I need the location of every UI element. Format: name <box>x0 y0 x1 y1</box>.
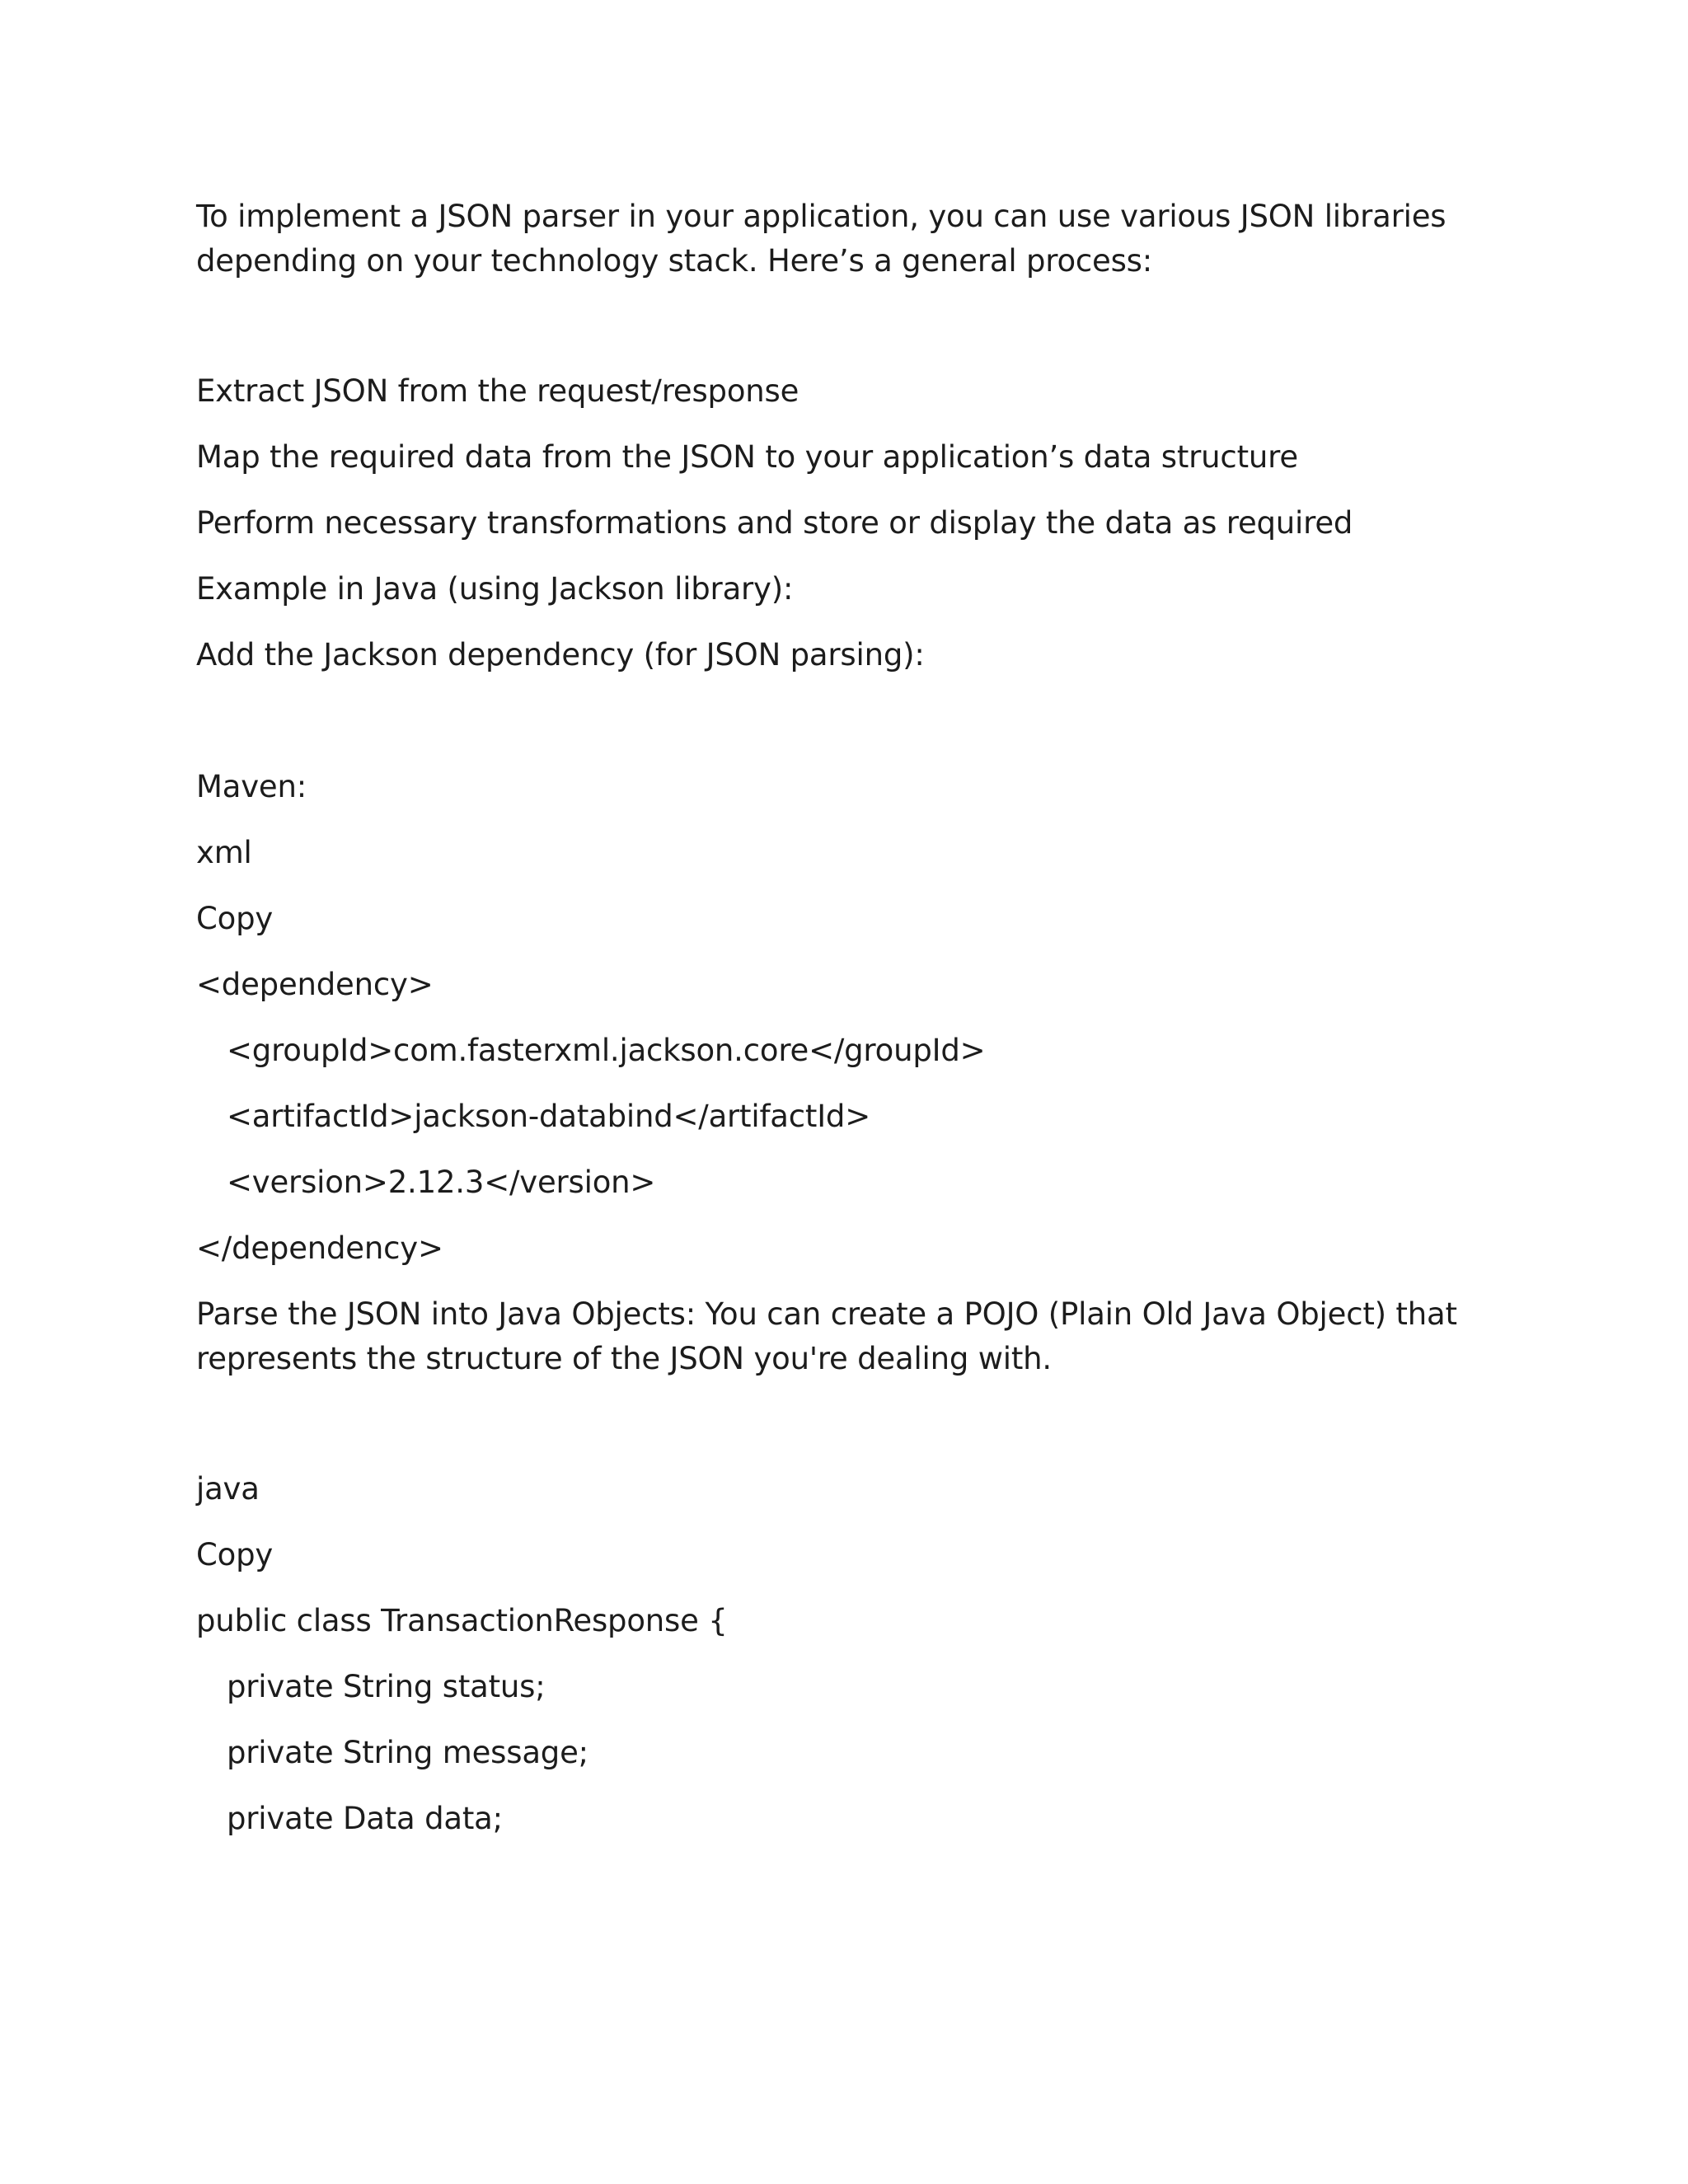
maven-label: Maven: <box>196 769 307 804</box>
step-map-data: Map the required data from the JSON to your application’s data structure <box>196 439 1298 475</box>
java-copy-link[interactable]: Copy <box>196 1537 274 1572</box>
xml-code-line: </dependency> <box>196 1230 443 1266</box>
intro-paragraph: To implement a JSON parser in your application, you can use various JSON libraries depending on your technology stack. Here’s a general process: <box>196 199 1447 279</box>
xml-code-line: <dependency> <box>196 967 434 1002</box>
example-heading: Example in Java (using Jackson library): <box>196 571 794 607</box>
xml-language-label: xml <box>196 835 252 870</box>
parse-paragraph: Parse the JSON into Java Objects: You can create a POJO (Plain Old Java Object) that represents the structure of the JSON you're dealing with. <box>196 1296 1457 1376</box>
java-code-line: public class TransactionResponse { <box>196 1603 728 1638</box>
java-language-label: java <box>196 1471 260 1507</box>
xml-code-line: <version>2.12.3</version> <box>227 1165 656 1200</box>
xml-copy-link[interactable]: Copy <box>196 901 274 936</box>
java-code-line: private Data data; <box>227 1801 503 1836</box>
step-transform-store: Perform necessary transformations and store or display the data as required <box>196 505 1353 541</box>
xml-code-line: <artifactId>jackson-databind</artifactId> <box>227 1099 870 1134</box>
step-extract-json: Extract JSON from the request/response <box>196 373 799 409</box>
java-code-line: private String message; <box>227 1735 588 1770</box>
dependency-heading: Add the Jackson dependency (for JSON parsing): <box>196 637 925 673</box>
xml-code-line: <groupId>com.fasterxml.jackson.core</groupId> <box>227 1033 986 1068</box>
java-code-line: private String status; <box>227 1669 546 1704</box>
